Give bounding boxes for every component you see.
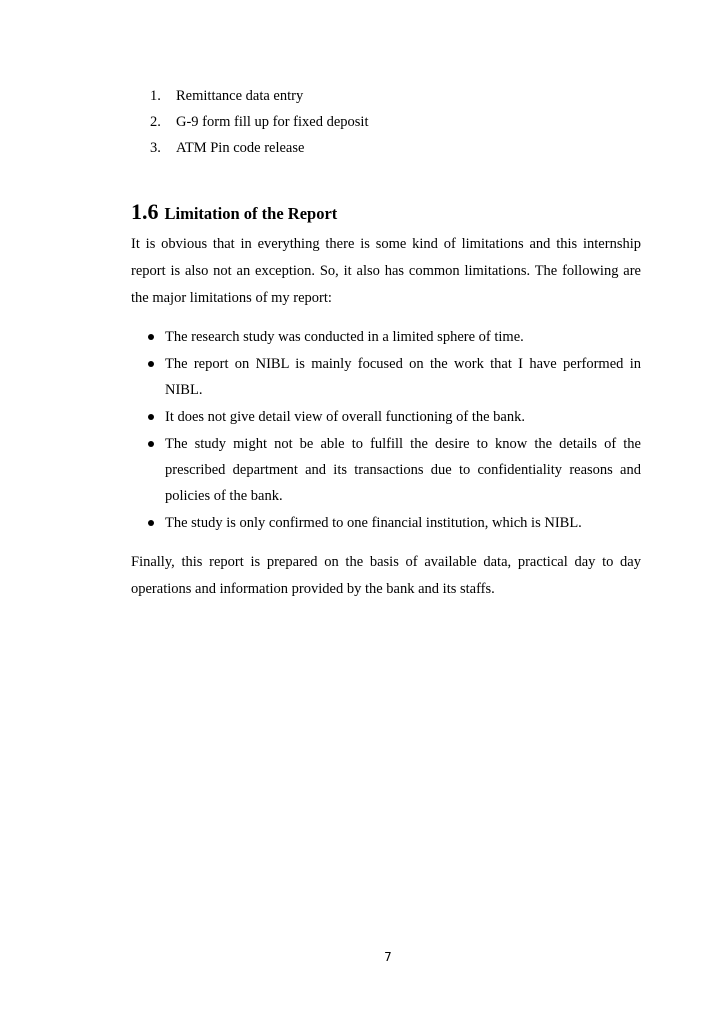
bullet-dot-icon [148, 520, 154, 526]
list-item [150, 138, 369, 164]
section-title: Limitation of the Report [164, 204, 338, 223]
final-paragraph: Finally, this report is prepared on the basis of available data, practical day to day operations and information provided by the bank and its staffs. [131, 554, 641, 597]
section-number: 1.6 [131, 199, 159, 224]
bullet-dot-icon [148, 414, 154, 420]
section-heading [131, 199, 337, 226]
bullet-text: The report on NIBL is mainly focused on the work that I have performed in NIBL. [165, 356, 641, 398]
bullet-item [146, 351, 641, 403]
list-item-text: G-9 form fill up for fixed deposit [176, 114, 369, 130]
list-item-text: ATM Pin code release [176, 140, 305, 156]
list-item-number: 3. [150, 140, 161, 156]
intro-paragraph: It is obvious that in everything there is some kind of limitations and this internship report is also not an exception. So, it also has common limitations. The following are the major limitations of my report: [131, 236, 641, 306]
bullet-text: The study is only confirmed to one financial institution, which is NIBL. [165, 515, 582, 531]
bullet-dot-icon [148, 361, 154, 367]
bullet-item [146, 510, 641, 536]
limitations-bullet-list [146, 324, 641, 537]
page-number: 7 [384, 950, 392, 964]
list-item [150, 112, 369, 138]
task-numbered-list [150, 86, 369, 164]
bullet-dot-icon [148, 441, 154, 447]
bullet-text: It does not give detail view of overall functioning of the bank. [165, 409, 525, 425]
list-item-number: 1. [150, 88, 161, 104]
bullet-text: The research study was conducted in a limited sphere of time. [165, 329, 524, 345]
bullet-item [146, 324, 641, 350]
list-item-text: Remittance data entry [176, 88, 304, 104]
list-item [150, 86, 369, 112]
bullet-item [146, 431, 641, 509]
bullet-item [146, 404, 641, 430]
bullet-text: The study might not be able to fulfill the desire to know the details of the prescribed department and its transactions due to confidentiality reasons and policies of the bank. [165, 436, 641, 504]
list-item-number: 2. [150, 114, 161, 130]
bullet-dot-icon [148, 334, 154, 340]
